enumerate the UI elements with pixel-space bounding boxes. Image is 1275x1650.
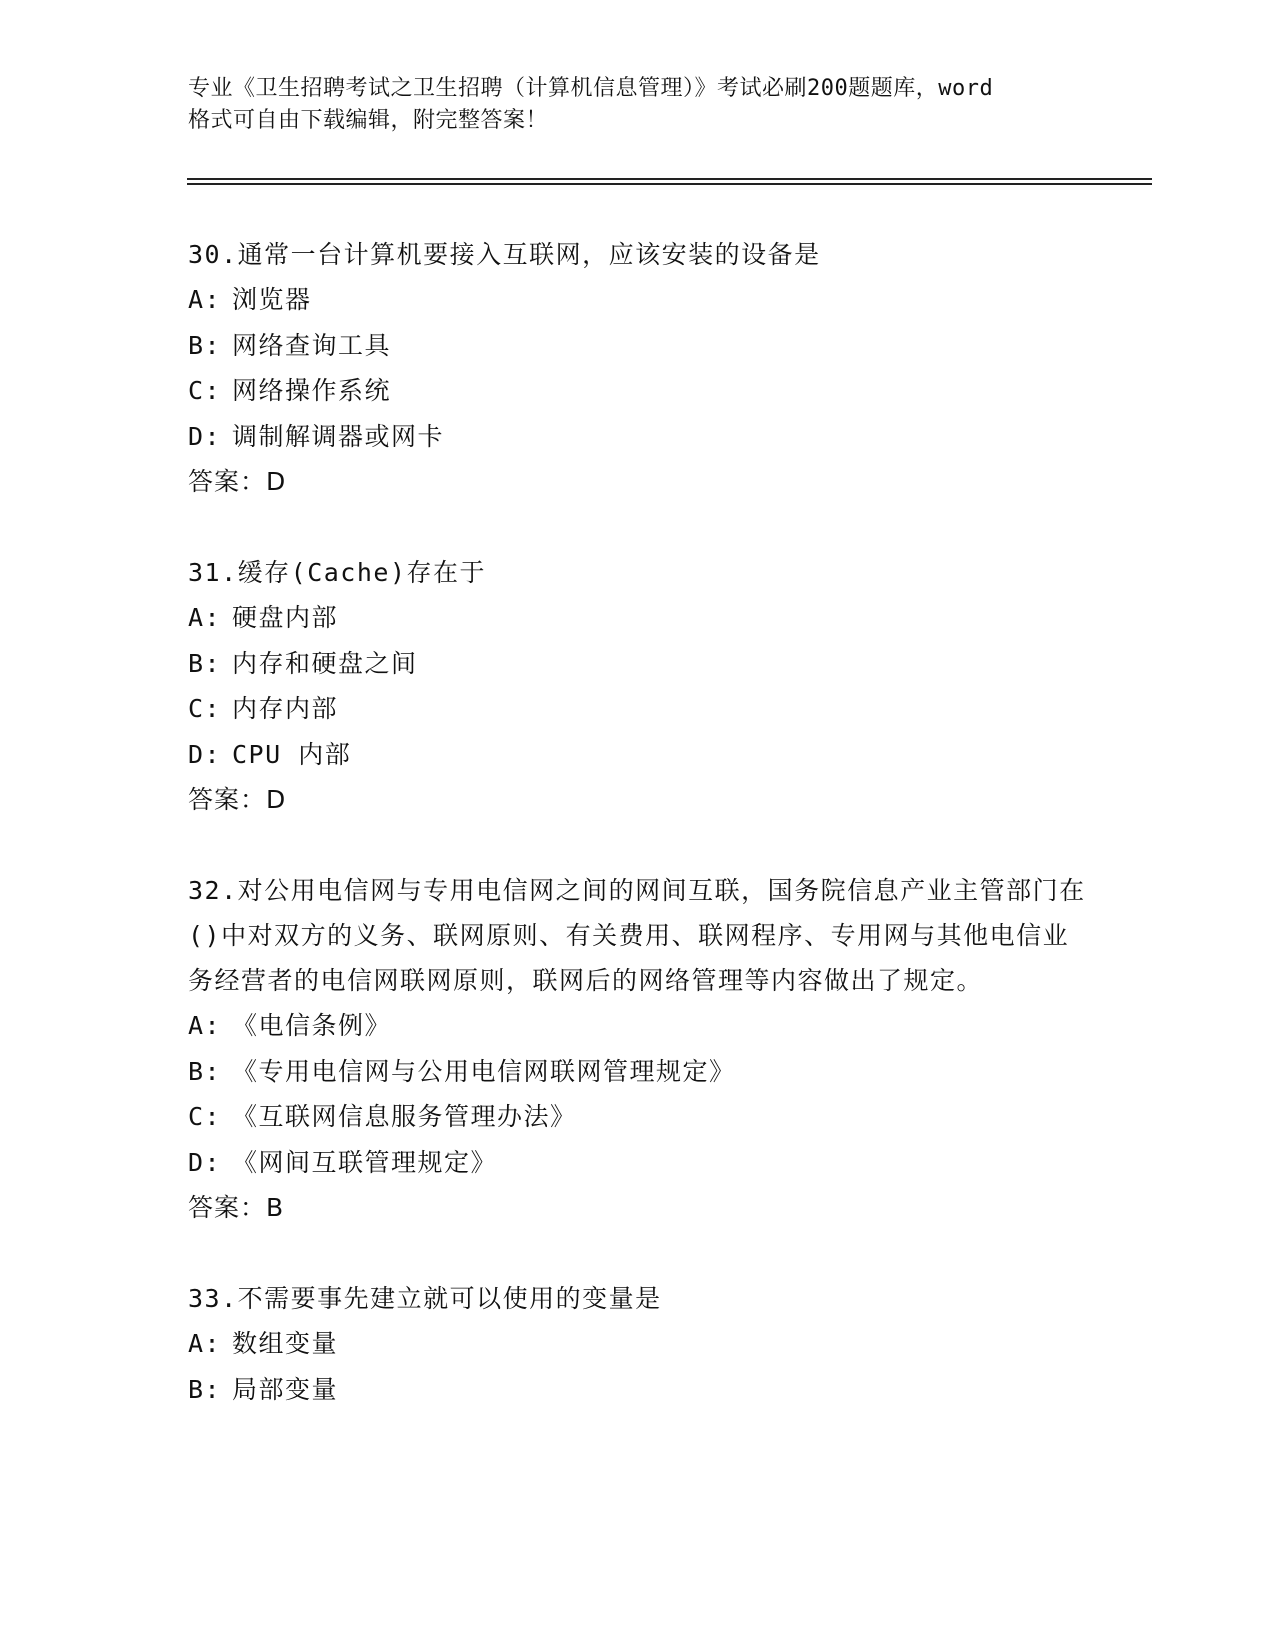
option-d: [188, 732, 1088, 778]
option-text: 网络查询工具: [232, 330, 392, 360]
option-label: D:: [188, 739, 222, 769]
question-31: [188, 550, 1088, 822]
option-text: 网络操作系统: [232, 376, 392, 405]
option-a: [188, 1321, 1088, 1367]
option-label: C:: [188, 376, 222, 405]
option-text: CPU 内部: [232, 739, 352, 769]
document-header: [188, 73, 1088, 137]
option-text: 《互联网信息服务管理办法》: [232, 1102, 577, 1131]
question-list: [188, 232, 1088, 1458]
option-a: [188, 1003, 1088, 1049]
question-stem: 32.对公用电信网与专用电信网之间的网间互联，国务院信息产业主管部门在()中对双方的义务、联网原则、有关费用、联网程序、专用网与其他电信业务经营者的电信网联网原则，联网后的网络管理等内容做出了规定。: [188, 876, 1086, 995]
option-text: 《专用电信网与公用电信网联网管理规定》: [232, 1056, 736, 1086]
option-label: B:: [188, 1056, 222, 1086]
option-text: 浏览器: [232, 285, 312, 314]
option-text: 内存内部: [232, 694, 339, 723]
option-label: A:: [188, 603, 222, 632]
option-label: B:: [188, 330, 222, 360]
option-text: 《网间互联管理规定》: [232, 1147, 498, 1177]
option-d: [188, 414, 1088, 460]
option-label: B:: [188, 648, 222, 678]
header-line-1: 专业《卫生招聘考试之卫生招聘（计算机信息管理）》考试必刷200题题库，word: [188, 76, 994, 101]
question-stem: 33.不需要事先建立就可以使用的变量是: [188, 1284, 662, 1313]
question-30: [188, 232, 1088, 504]
option-label: D:: [188, 1147, 222, 1177]
option-c: [188, 1094, 1088, 1140]
option-label: C:: [188, 694, 222, 723]
question-32: [188, 868, 1088, 1230]
question-stem: 30.通常一台计算机要接入互联网，应该安装的设备是: [188, 240, 821, 269]
header-rule-bottom: [187, 183, 1152, 185]
header-line-2: 格式可自由下载编辑，附完整答案！: [188, 108, 549, 133]
option-text: 数组变量: [232, 1329, 339, 1358]
option-label: D:: [188, 421, 222, 451]
option-c: [188, 686, 1088, 732]
option-label: B:: [188, 1374, 222, 1404]
option-b: [188, 641, 1088, 687]
option-b: [188, 323, 1088, 369]
option-d: [188, 1140, 1088, 1186]
option-label: C:: [188, 1102, 222, 1131]
answer: 答案：D: [188, 785, 287, 814]
option-label: A:: [188, 285, 222, 314]
option-text: 内存和硬盘之间: [232, 648, 418, 678]
option-a: [188, 277, 1088, 323]
header-rule-top: [187, 178, 1152, 180]
question-33: [188, 1276, 1088, 1412]
option-b: [188, 1367, 1088, 1413]
option-c: [188, 368, 1088, 414]
option-text: 《电信条例》: [232, 1011, 392, 1040]
question-stem: 31.缓存(Cache)存在于: [188, 558, 487, 587]
option-label: A:: [188, 1011, 222, 1040]
option-text: 调制解调器或网卡: [232, 421, 445, 451]
option-b: [188, 1049, 1088, 1095]
answer: 答案：B: [188, 1193, 285, 1222]
option-a: [188, 595, 1088, 641]
option-text: 局部变量: [232, 1374, 339, 1404]
option-text: 硬盘内部: [232, 603, 339, 632]
answer: 答案：D: [188, 467, 287, 496]
option-label: A:: [188, 1329, 222, 1358]
